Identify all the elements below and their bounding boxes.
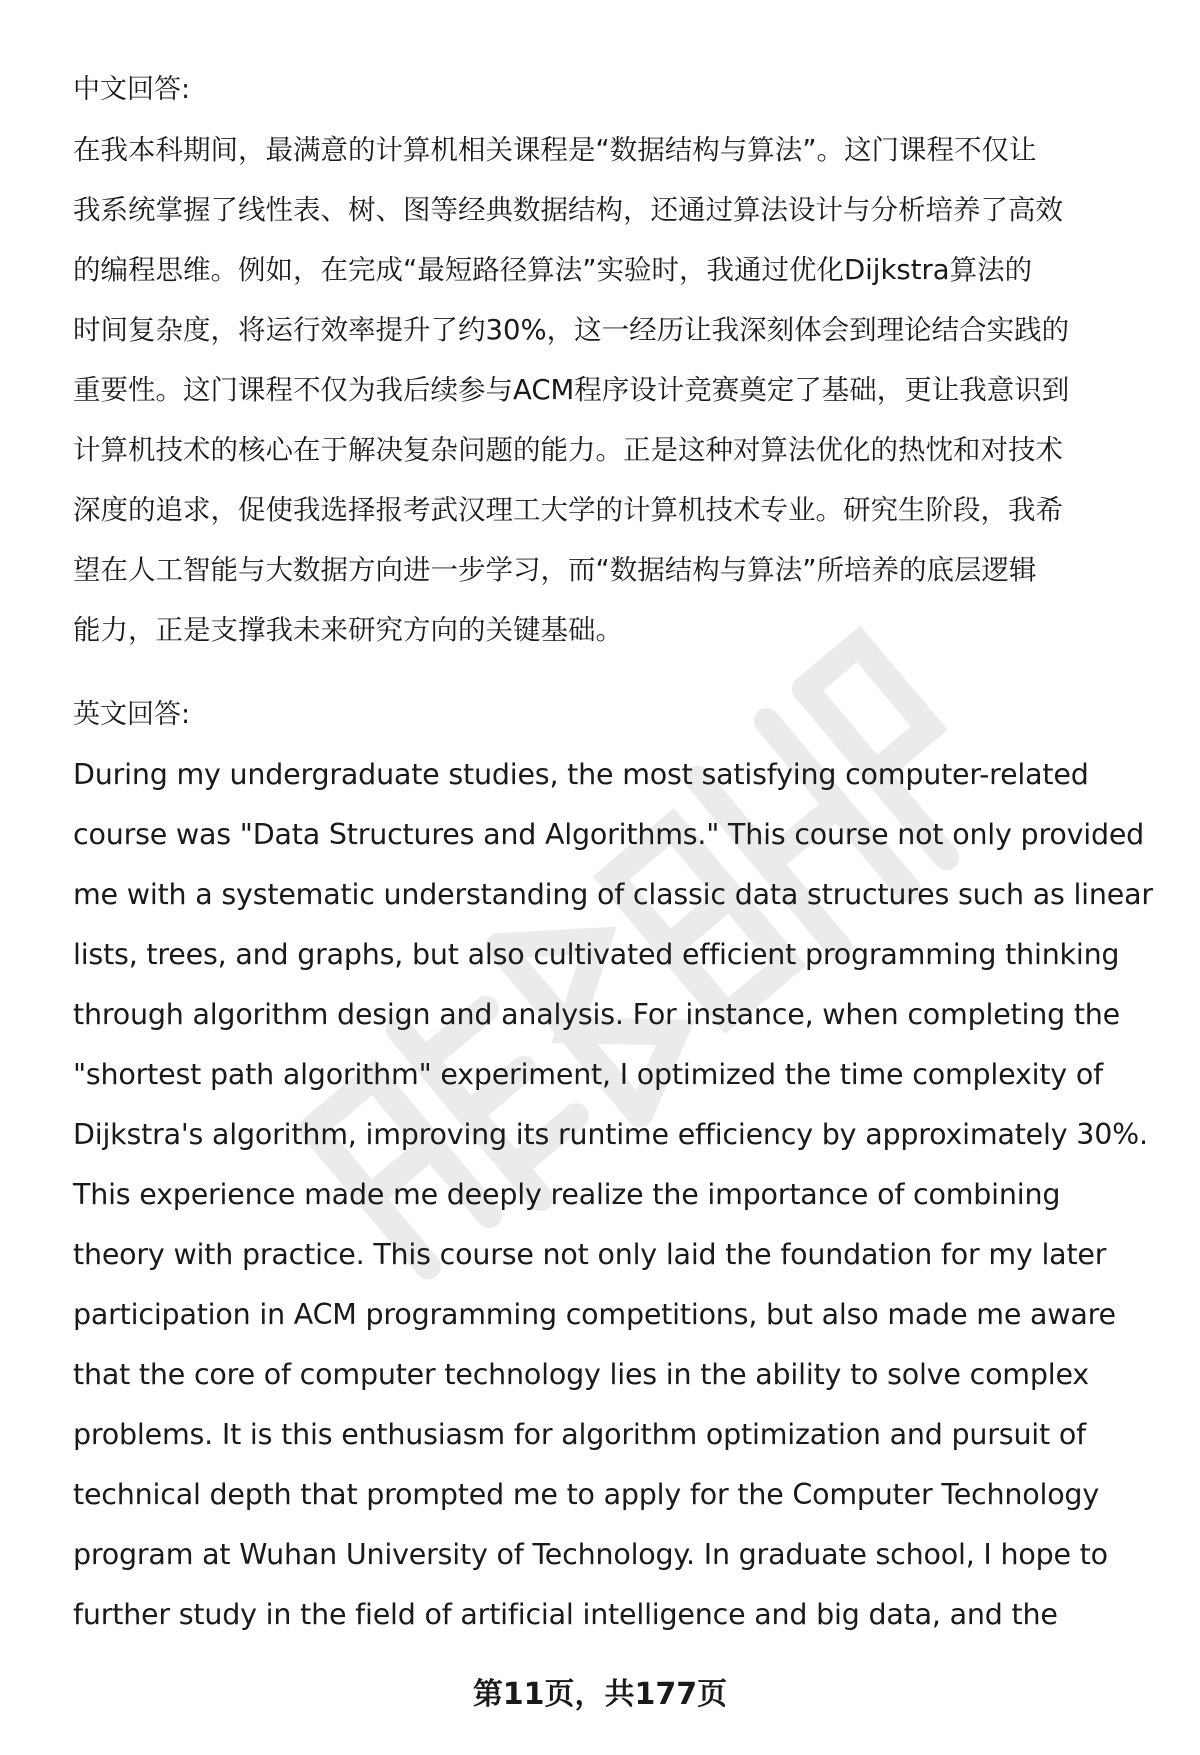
english-text-line: program at Wuhan University of Technology. In graduate school, I hope to (73, 1538, 1108, 1571)
english-answer-heading: 英文回答: (73, 699, 191, 730)
english-text-line: through algorithm design and analysis. For instance, when completing the (73, 998, 1121, 1031)
chinese-text-line: 能力，正是支撑我未来研究方向的关键基础。 (73, 614, 623, 646)
english-text-line: This experience made me deeply realize the importance of combining (73, 1178, 1061, 1211)
english-text-line: technical depth that prompted me to apply for the Computer Technology (73, 1478, 1099, 1511)
english-text-line: course was "Data Structures and Algorithms." This course not only provided (73, 818, 1145, 851)
english-text-line: further study in the field of artificial intelligence and big data, and the (73, 1598, 1058, 1631)
english-answer-section (73, 685, 1158, 1645)
english-text-line: participation in ACM programming competitions, but also made me aware (73, 1298, 1116, 1331)
english-text-line: problems. It is this enthusiasm for algorithm optimization and pursuit of (73, 1418, 1086, 1451)
chinese-text-line: 的编程思维。例如，在完成“最短路径算法”实验时，我通过优化Dijkstra算法的 (73, 254, 1033, 286)
chinese-text-line: 望在人工智能与大数据方向进一步学习，而“数据结构与算法”所培养的底层逻辑 (73, 554, 1037, 586)
english-text-line: me with a systematic understanding of classic data structures such as linear (73, 878, 1153, 911)
chinese-text-line: 计算机技术的核心在于解决复杂问题的能力。正是这种对算法优化的热忱和对技术 (73, 434, 1063, 466)
english-text-line: "shortest path algorithm" experiment, I optimized the time complexity of (73, 1058, 1103, 1091)
english-text-line: that the core of computer technology lies in the ability to solve complex (73, 1358, 1089, 1391)
page-number-footer: 第11页，共177页 (472, 1677, 728, 1712)
english-text-line: During my undergraduate studies, the most satisfying computer-related (73, 758, 1089, 791)
chinese-text-line: 在我本科期间，最满意的计算机相关课程是“数据结构与算法”。这门课程不仅让 (73, 134, 1037, 166)
chinese-text-line: 重要性。这门课程不仅为我后续参与ACM程序设计竞赛奠定了基础，更让我意识到 (73, 374, 1070, 406)
chinese-text-line: 深度的追求，促使我选择报考武汉理工大学的计算机技术专业。研究生阶段，我希 (73, 494, 1063, 526)
english-answer-body (73, 745, 1158, 1645)
english-text-line: lists, trees, and graphs, but also cultivated efficient programming thinking (73, 938, 1120, 971)
chinese-answer-section (73, 60, 1158, 660)
chinese-answer-body (73, 120, 1158, 660)
english-text-line: Dijkstra's algorithm, improving its runtime efficiency by approximately 30%. (73, 1118, 1148, 1151)
chinese-text-line: 时间复杂度，将运行效率提升了约30%，这一经历让我深刻体会到理论结合实践的 (73, 314, 1070, 346)
english-text-line: theory with practice. This course not only laid the foundation for my later (73, 1238, 1107, 1271)
chinese-answer-heading: 中文回答: (73, 74, 191, 105)
chinese-text-line: 我系统掌握了线性表、树、图等经典数据结构，还通过算法设计与分析培养了高效 (73, 194, 1063, 226)
